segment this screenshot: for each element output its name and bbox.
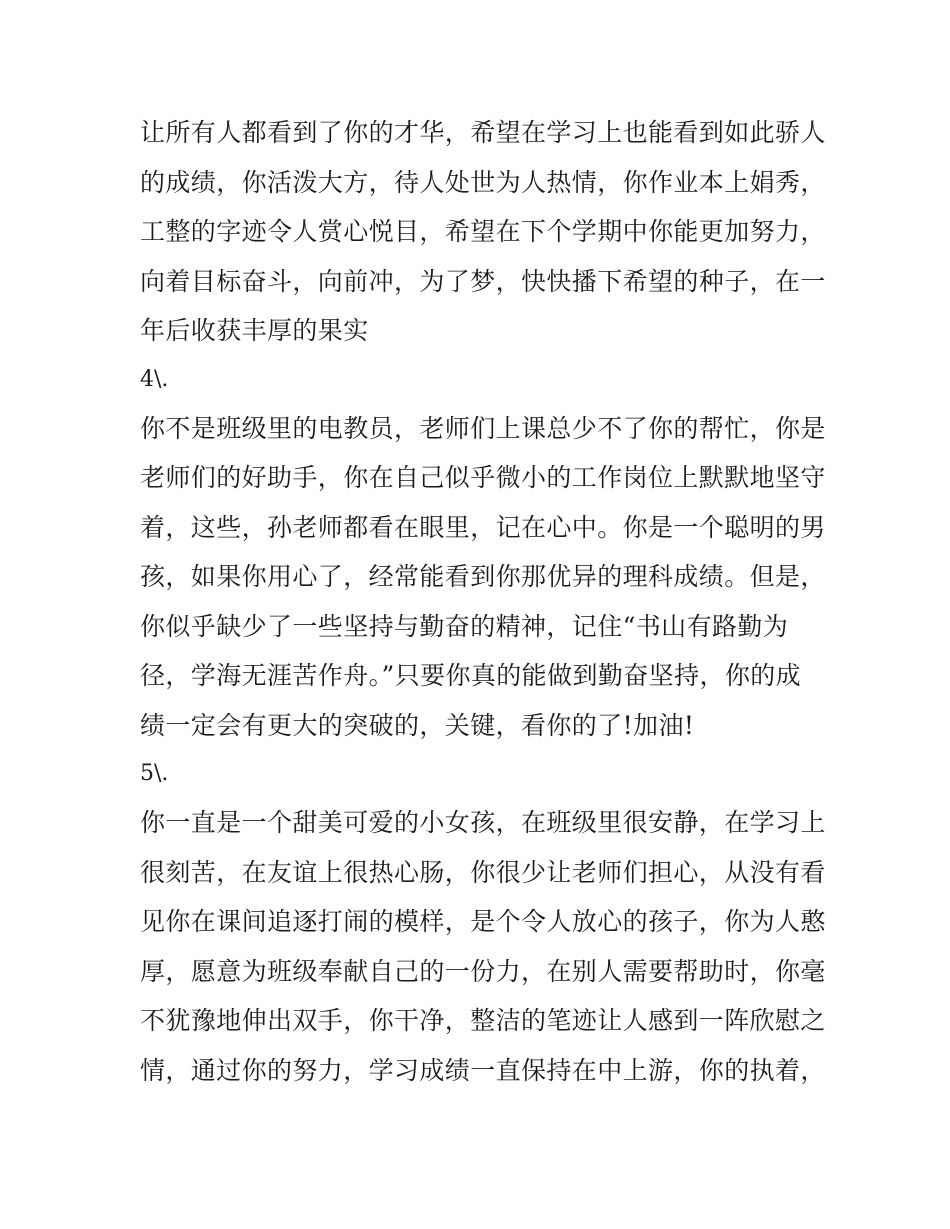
text-line: 不犹豫地伸出双手，你干净，整洁的笔迹让人感到一阵欣慰之 — [140, 1006, 826, 1035]
text-line: 老师们的好助手，你在自己似乎微小的工作岗位上默默地坚守 — [140, 463, 826, 492]
text-line: 着，这些，孙老师都看在眼里，记在心中。你是一个聪明的男 — [140, 512, 826, 542]
text-line: 年后收获丰厚的果实 — [140, 316, 369, 345]
text-line: 工整的字迹令人赏心悦目，希望在下个学期中你能更加努力， — [140, 217, 826, 246]
text-line: 孩，如果你用心了，经常能看到你那优异的理科成绩。但是， — [140, 562, 826, 591]
paragraph-3-tail — [140, 108, 826, 356]
text-line: 的成绩，你活泼大方，待人处世为人热情，你作业本上娟秀， — [140, 167, 826, 197]
item-number-5: 5\. — [140, 761, 169, 786]
text-line: 径，学海无涯苦作舟。”只要你真的能做到勤奋坚持，你的成 — [140, 661, 802, 690]
item-number-4: 4\. — [140, 366, 169, 392]
text-line: 情，通过你的努力，学习成绩一直保持在中上游，你的执着， — [140, 1055, 826, 1085]
text-line: 厚，愿意为班级奉献自己的一份力，在别人需要帮助时，你毫 — [140, 956, 826, 986]
text-line: 绩一定会有更大的突破的，关键，看你的了!加油! — [140, 710, 695, 740]
text-line: 你不是班级里的电教员，老师们上课总少不了你的帮忙，你是 — [140, 413, 826, 443]
text-line: 很刻苦，在友谊上很热心肠，你很少让老师们担心，从没有看 — [140, 857, 826, 887]
text-line: 你一直是一个甜美可爱的小女孩，在班级里很安静，在学习上 — [140, 808, 826, 837]
text-line: 向着目标奋斗，向前冲，为了梦，快快播下希望的种子，在一 — [140, 266, 826, 296]
text-line: 你似乎缺少了一些坚持与勤奋的精神，记住“书山有路勤为 — [140, 611, 789, 641]
paragraph-5 — [140, 798, 826, 1095]
document-body — [140, 108, 826, 1095]
paragraph-4 — [140, 404, 826, 751]
text-line: 让所有人都看到了你的才华，希望在学习上也能看到如此骄人 — [140, 118, 826, 147]
text-line: 见你在课间追逐打闹的模样，是个令人放心的孩子，你为人憨 — [140, 907, 826, 936]
